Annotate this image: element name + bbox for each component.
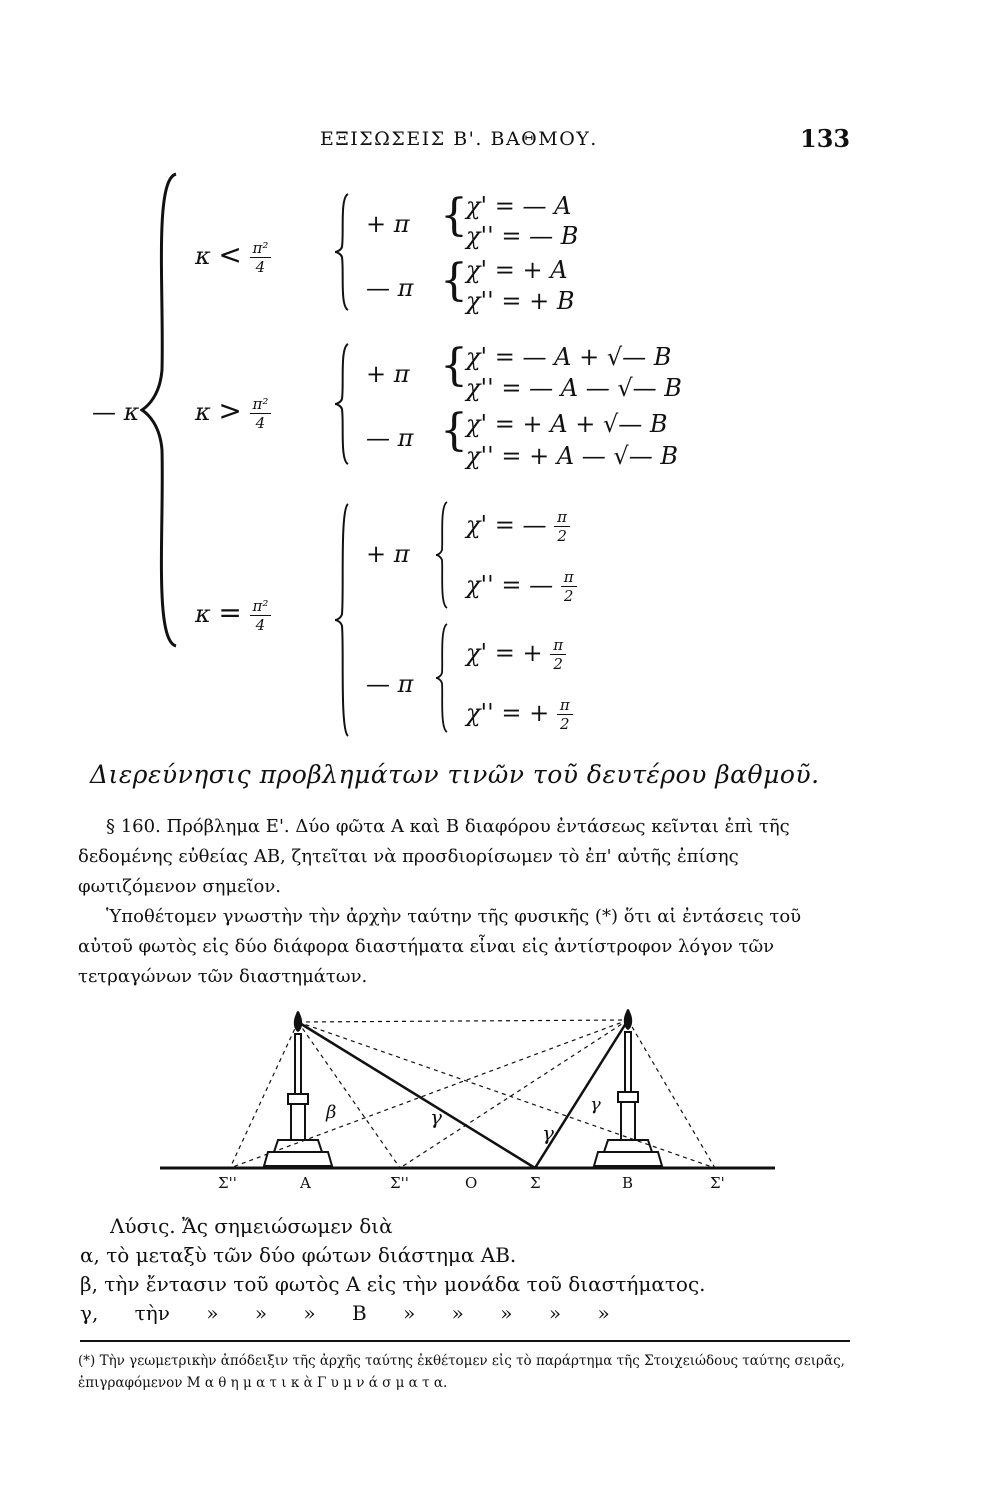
- case3-row: χ'' = + $\frac{\pi}{2}$: [466, 696, 573, 733]
- figure-mark: β: [326, 1102, 337, 1123]
- solution-line: Λύσις. Ἄς σημειώσωμεν διὰ: [110, 1214, 393, 1238]
- case1-plus-brace-icon: {: [440, 190, 468, 241]
- case2-plus: + π: [366, 360, 410, 388]
- case2-row: χ'' = + Α — √— Β: [466, 442, 678, 470]
- case1-plus: + π: [366, 210, 410, 238]
- point-label: Σ'': [218, 1174, 237, 1192]
- footnote: (*) Τὴν γεωμετρικὴν ἀπόδειξιν τῆς ἀρχῆς ταύτης ἐκθέτομεν εἰς τὸ παράρτημα τῆς Στοιχειώδους ταύτης σειρᾶς, ἐπιγραφόμενον Μ α θ η μ α τ ι κ ὰ Γ υ μ ν ά σ μ α τ α.: [78, 1353, 845, 1391]
- case3-brace-icon: [332, 502, 352, 738]
- case2-row: χ' = + Α + √— Β: [466, 410, 668, 438]
- case1-row: χ' = + Α: [466, 256, 568, 284]
- candles-figure: [150, 1000, 790, 1200]
- problem-paragraph: Ὑποθέτομεν γνωστὴν τὴν ἀρχὴν ταύτην τῆς φυσικῆς (*) ὅτι αἱ ἐντάσεις τοῦ αὐτοῦ φωτὸς εἰς δύο διάφορα διαστήματα εἶναι εἰς ἀντίστροφον λόγον τῶν τετραγώνων τῶν διαστημάτων.: [78, 906, 802, 987]
- running-header: ΕΞΙΣΩΣΕΙΣ Β'. ΒΑΘΜΟΥ.: [320, 128, 598, 150]
- case3-plus-brace-icon: [434, 500, 450, 610]
- figure-mark: γ: [542, 1121, 554, 1145]
- case3-minus: — π: [366, 670, 414, 698]
- point-label: Σ'': [390, 1174, 409, 1192]
- root-variable: — κ: [92, 398, 140, 426]
- point-label: Β: [622, 1174, 634, 1192]
- figure-mark: γ: [430, 1105, 442, 1129]
- case3-plus: + π: [366, 540, 410, 568]
- point-label: Σ: [530, 1174, 541, 1192]
- case2-plus-brace-icon: {: [440, 340, 468, 391]
- point-label: Ο: [465, 1174, 478, 1192]
- case1-minus: — π: [366, 274, 414, 302]
- candle-b-icon: [594, 1009, 662, 1166]
- footnote-rule: [80, 1340, 850, 1342]
- case2-minus-brace-icon: {: [440, 405, 468, 456]
- case3-condition: κ = $\frac{\text{π²}}{4}$: [195, 596, 271, 634]
- problem-text: [78, 812, 858, 992]
- case1-row: χ'' = — Β: [466, 222, 579, 250]
- figure-mark: γ: [590, 1094, 601, 1115]
- case2-minus: — π: [366, 424, 414, 452]
- solution-line: α, τὸ μεταξὺ τῶν δύο φώτων διάστημα ΑΒ.: [80, 1243, 517, 1267]
- case2-condition: κ > $\frac{\text{π²}}{4}$: [195, 394, 271, 432]
- solution-line: β, τὴν ἔντασιν τοῦ φωτὸς Α εἰς τὴν μονάδα τοῦ διαστήματος.: [80, 1272, 706, 1296]
- case2-row: χ'' = — Α — √— Β: [466, 374, 682, 402]
- case3-row: χ' = — $\frac{\pi}{2}$: [466, 508, 570, 545]
- case1-brace-icon: [332, 192, 352, 312]
- outer-brace-icon: [140, 170, 180, 650]
- case2-brace-icon: [332, 342, 352, 466]
- solution-line: γ, τὴν » » » Β » » » » »: [80, 1301, 610, 1325]
- case1-row: χ'' = + Β: [466, 287, 575, 315]
- point-label: Α: [300, 1174, 311, 1192]
- page-number: 133: [800, 124, 851, 153]
- case3-row: χ'' = — $\frac{\pi}{2}$: [466, 568, 577, 605]
- section-title: Διερεύνησις προβλημάτων τινῶν τοῦ δευτέρου βαθμοῦ.: [90, 760, 820, 789]
- case1-row: χ' = — Α: [466, 192, 572, 220]
- case3-row: χ' = + $\frac{\pi}{2}$: [466, 636, 566, 673]
- case1-condition: κ < $\frac{\text{π²}}{4}$: [195, 238, 271, 276]
- case1-minus-brace-icon: {: [440, 255, 468, 306]
- case3-minus-brace-icon: [434, 622, 450, 734]
- problem-paragraph: § 160. Πρόβλημα Ε'. Δύο φῶτα Α καὶ Β διαφόρου ἐντάσεως κεῖνται ἐπὶ τῆς δεδομένης εὐθείας ΑΒ, ζητεῖται νὰ προσδιορίσωμεν τὸ ἐπ' αὐτῆς ἐπίσης φωτιζόμενον σημεῖον.: [78, 816, 790, 897]
- point-label: Σ': [710, 1174, 725, 1192]
- case2-row: χ' = — Α + √— Β: [466, 343, 672, 371]
